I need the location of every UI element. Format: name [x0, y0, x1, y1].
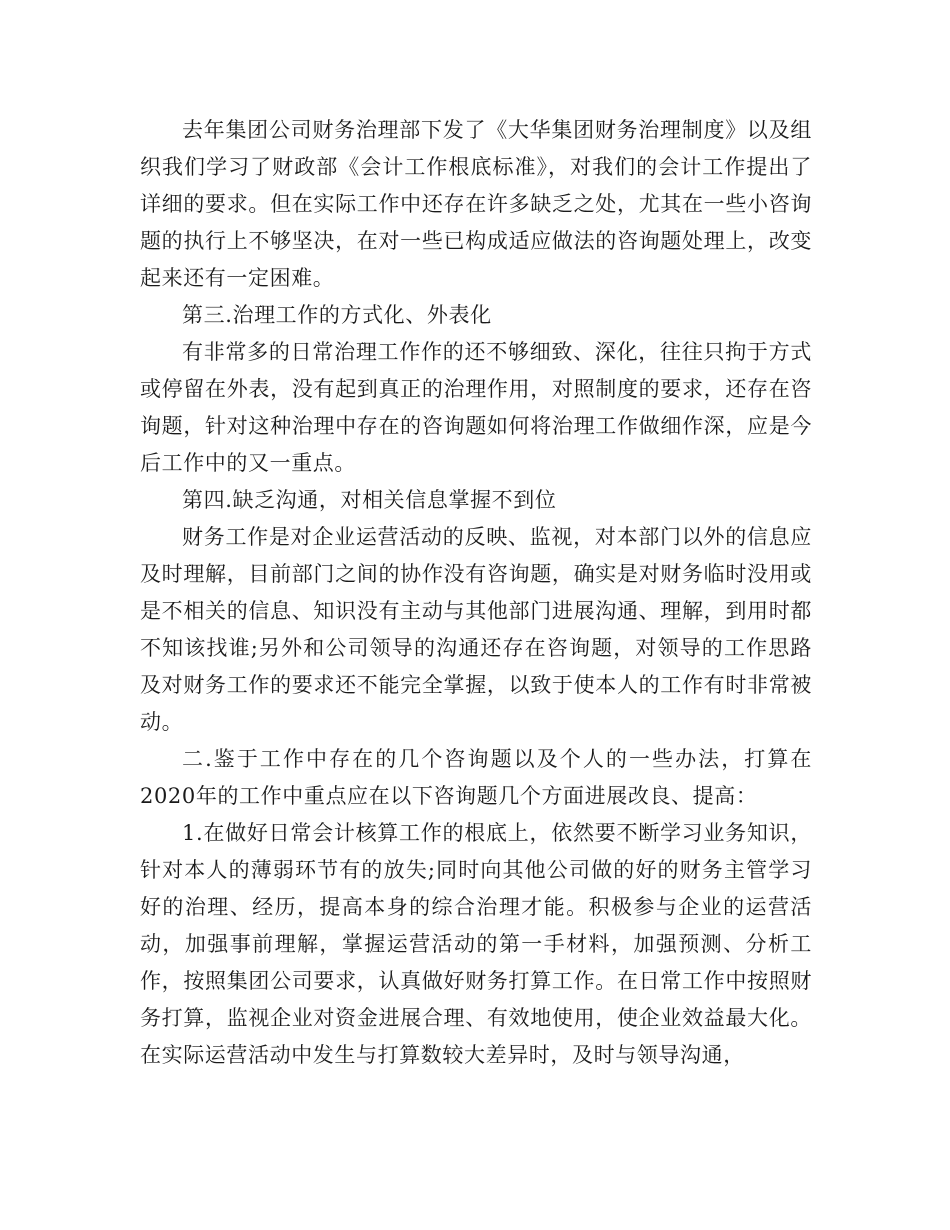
section-heading-3: 第三.治理工作的方式化、外表化	[182, 303, 492, 327]
paragraph-2: 有非常多的日常治理工作作的还不够细致、深化，往往只拘于方式或停留在外表，没有起到真正的治理作用，对照制度的要求，还存在咨询题，针对这种治理中存在的咨询题如何将治理工作做细作深，应是今后工作中的又一重点。	[140, 340, 812, 475]
section-heading-4: 第四.缺乏沟通，对相关信息掌握不到位	[182, 488, 557, 512]
paragraph-4: 二.鉴于工作中存在的几个咨询题以及个人的一些办法，打算在2020年的工作中重点应在以下咨询题几个方面进展改良、提高：	[140, 747, 812, 808]
paragraph-1: 去年集团公司财务治理部下发了《大华集团财务治理制度》以及组织我们学习了财政部《会计工作根底标准》，对我们的会计工作提出了详细的要求。但在实际工作中还存在许多缺乏之处，尤其在一些小咨询题的执行上不够坚决，在对一些已构成适应做法的咨询题处理上，改变起来还有一定困难。	[140, 118, 812, 290]
document-body	[140, 112, 812, 1074]
paragraph-5: 1.在做好日常会计核算工作的根底上，依然要不断学习业务知识，针对本人的薄弱环节有的放失;同时向其他公司做的好的财务主管学习好的治理、经历，提高本身的综合治理才能。积极参与企业的运营活动，加强事前理解，掌握运营活动的第一手材料，加强预测、分析工作，按照集团公司要求，认真做好财务打算工作。在日常工作中按照财务打算，监视企业对资金进展合理、有效地使用，使企业效益最大化。在实际运营活动中发生与打算数较大差异时，及时与领导沟通，	[140, 821, 812, 1067]
paragraph-3: 财务工作是对企业运营活动的反映、监视，对本部门以外的信息应及时理解，目前部门之间的协作没有咨询题，确实是对财务临时没用或是不相关的信息、知识没有主动与其他部门进展沟通、理解，到用时都不知该找谁;另外和公司领导的沟通还存在咨询题，对领导的工作思路及对财务工作的要求还不能完全掌握，以致于使本人的工作有时非常被动。	[140, 525, 812, 734]
